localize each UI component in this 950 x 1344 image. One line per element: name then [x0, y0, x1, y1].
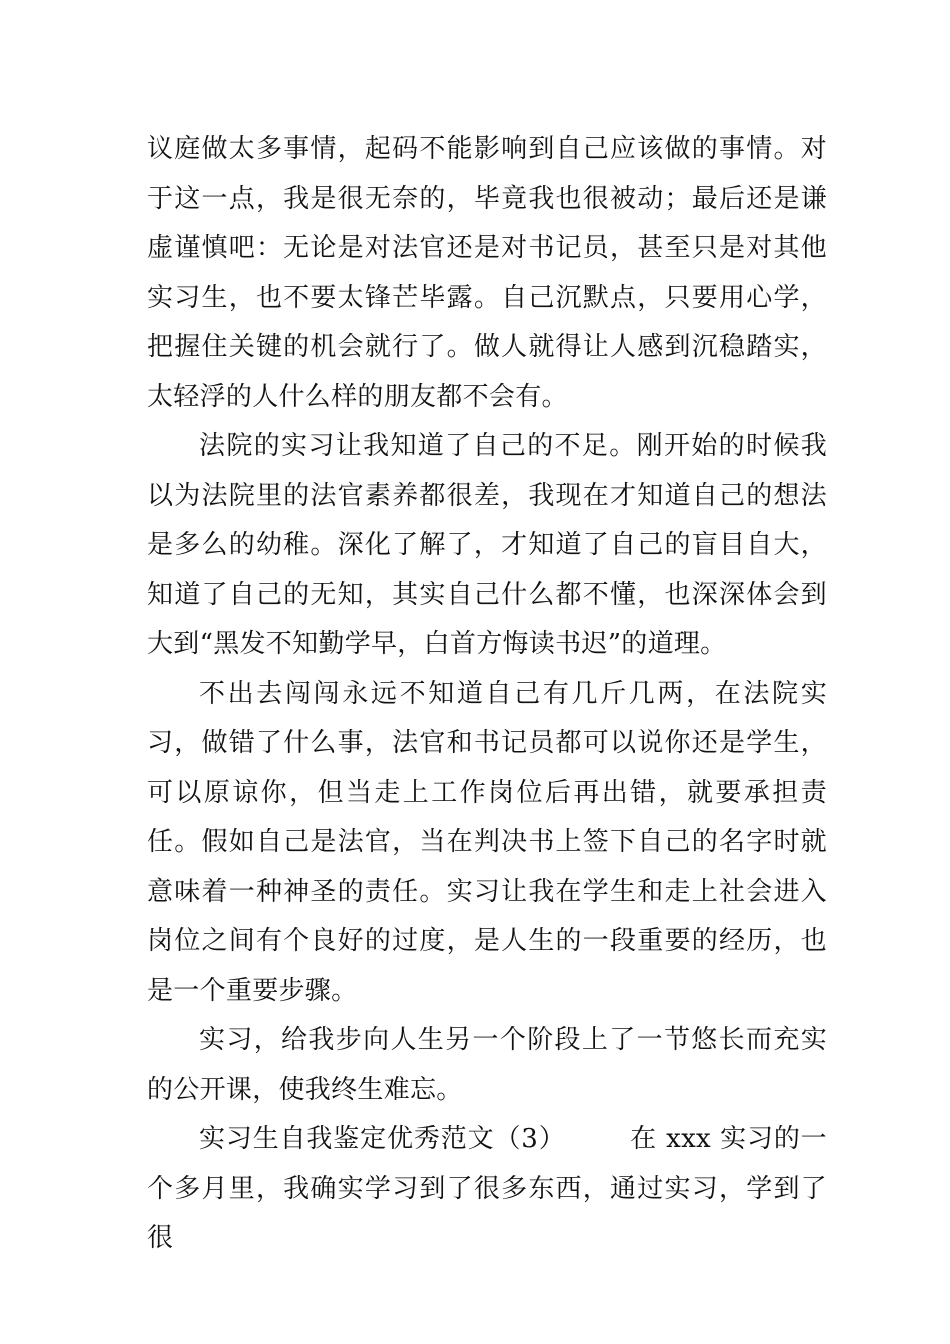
paragraph-4: 实习，给我步向人生另一个阶段上了一节悠长而充实的公开课，使我终生难忘。 — [147, 1025, 827, 1105]
paragraph-2: 法院的实习让我知道了自己的不足。刚开始的时候我以为法院里的法官素养都很差，我现在才知道自己的想法是多么的幼稚。深化了解了，才知道了自己的盲目自大，知道了自己的无知，其实自己什么都不懂，也深深体会到大到“黑发不知勤学早，白首方悔读书迟”的道理。 — [147, 431, 827, 659]
section-heading: 实习生自我鉴定优秀范文（3） — [199, 1124, 566, 1154]
body-text — [147, 125, 827, 1264]
paragraph-1: 议庭做太多事情，起码不能影响到自己应该做的事情。对于这一点，我是很无奈的，毕竟我也很被动；最后还是谦虚谨慎吧：无论是对法官还是对书记员，甚至只是对其他实习生，也不要太锋芒毕露。自己沉默点，只要用心学，把握住关键的机会就行了。做人就得让人感到沉稳踏实，太轻浮的人什么样的朋友都不会有。 — [147, 134, 827, 412]
section-paragraph — [147, 1115, 827, 1264]
section-text: 在 xxx 实习的一个多月里，我确实学习到了很多东西，通过实习，学到了很 — [147, 1124, 827, 1253]
paragraph-3: 不出去闯闯永远不知道自己有几斤几两，在法院实习，做错了什么事，法官和书记员都可以说你还是学生，可以原谅你，但当走上工作岗位后再出错，就要承担责任。假如自己是法官，当在判决书上签下自己的名字时就意味着一种神圣的责任。实习让我在学生和走上社会进入岗位之间有个良好的过度，是人生的一段重要的经历，也是一个重要步骤。 — [147, 678, 827, 1006]
